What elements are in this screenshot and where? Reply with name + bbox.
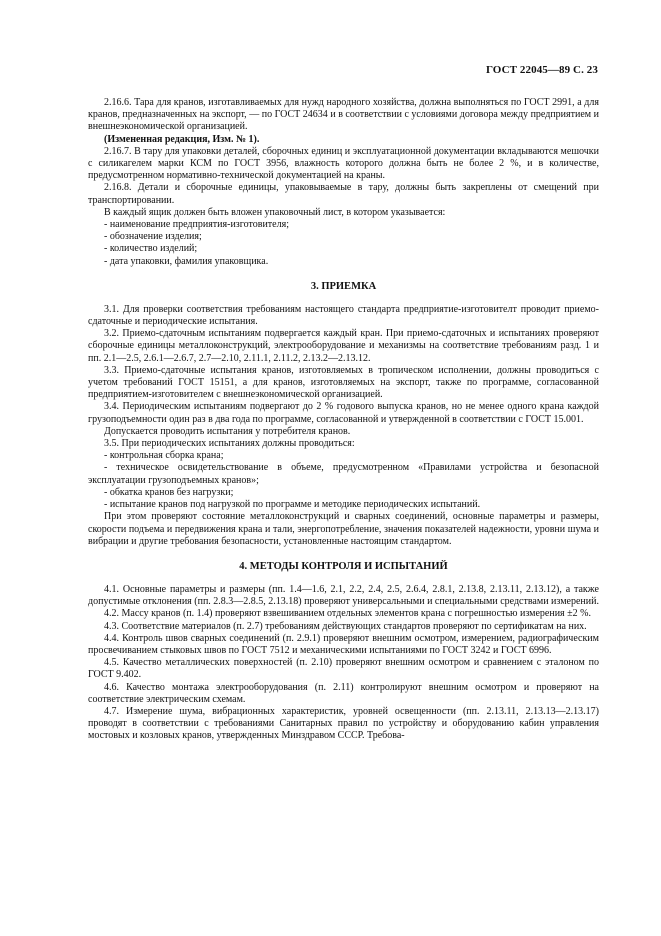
list-item: - контрольная сборка крана; [104,450,224,462]
section-heading-test-methods: 4. МЕТОДЫ КОНТРОЛЯ И ИСПЫТАНИЙ [239,560,448,572]
list-item: - количество изделий; [104,243,198,255]
document-body [88,97,599,743]
list-item: - обкатка кранов без нагрузки; [104,486,234,498]
list-item: - обозначение изделия; [104,231,202,243]
paragraph: 4.3. Соответствие материалов (п. 2.7) требованиям действующих стандартов проверяют по сертификатам на них. [104,620,587,632]
amendment-note: (Измененная редакция, Изм. № 1). [104,133,260,145]
paragraph: 4.6. Качество монтажа электрооборудования (п. 2.11) контролируют внешним осмотром и проверяют на соответствие электрическим схемам. [88,681,599,705]
paragraph: 4.1. Основные параметры и размеры (пп. 1.4—1.6, 2.1, 2.2, 2.4, 2.5, 2.6.4, 2.8.1, 2.13.8, 2.13.11, 2.13.12), а также допустимые отклонения (пп. 2.8.3—2.8.5, 2.13.18) проверяют универсальными и специальными средствами измерений. [88,583,599,608]
page-header: ГОСТ 22045—89 С. 23 [485,64,598,76]
paragraph: 3.3. Приемо-сдаточные испытания кранов, изготовляемых в тропическом исполнении, должны проводиться с учетом требований ГОСТ 15151, а для кранов, изготовляемых на экспорт, также по программе, согласованной предприятием-изготовителем с внешнеэкономической организацией. [88,364,599,401]
paragraph: 3.4. Периодическим испытаниям подвергают до 2 % годового выпуска кранов, но не менее одного крана каждой грузоподъемности один раз в два года по программе, согласованной и утвержденной в соответствии с ГОСТ 15.001. [88,401,599,425]
paragraph: 3.5. При периодических испытаниях должны проводиться: [104,438,355,450]
paragraph: В каждый ящик должен быть вложен упаковочный лист, в котором указывается: [104,206,446,218]
list-item: - испытание кранов под нагрузкой по программе и методике периодических испытаний. [104,499,481,511]
paragraph: 4.5. Качество металлических поверхностей (п. 2.10) проверяют внешним осмотром и сравнением с эталоном по ГОСТ 9.402. [88,657,599,681]
paragraph: 3.2. Приемо-сдаточным испытаниям подвергается каждый кран. При приемо-сдаточных и испытаниях проверяют сборочные единицы металлоконструкций, электрооборудование и механизмы на соответствие требованиям разд. 1 и пп. 2.1—2.5, 2.6.1—2.6.7, 2.7—2.10, 2.11.1, 2.11.2, 2.13.2—2.13.12. [88,328,599,364]
list-item: - техническое освидетельствование в объеме, предусмотренном «Правилами устройства и безопасной эксплуатации грузоподъемных кранов»; [88,462,599,486]
section-heading-acceptance: 3. ПРИЕМКА [310,280,377,292]
list-item: - наименование предприятия-изготовителя; [104,219,289,231]
paragraph: 4.2. Массу кранов (п. 1.4) проверяют взвешиванием отдельных элементов крана с погрешностью измерения ±2 %. [104,608,591,620]
paragraph: 3.1. Для проверки соответствия требованиям настоящего стандарта предприятие-изготовителт проводит приемо-сдаточные и периодические испытания. [88,303,599,328]
paragraph: 2.16.6. Тара для кранов, изготавливаемых для нужд народного хозяйства, должна выполняться по ГОСТ 2991, а для кранов, предназначенных на экспорт, — по ГОСТ 24634 и в соответствии с условиями договора между предприятием и внешнеэкономической организацией. [88,97,599,133]
paragraph: При этом проверяют состояние металлоконструкций и сварных соединений, основные параметры и размеры, скорости подъема и передвижения крана и тали, энергопотребление, значения показателей надежности, уровни шума и вибрации и другие требования безопасности, установленные настоящим стандартом. [88,511,599,547]
paragraph: 2.16.8. Детали и сборочные единицы, упаковываемые в тару, должны быть закреплены от смещений при транспортировании. [88,182,599,206]
list-item: - дата упаковки, фамилия упаковщика. [104,255,269,267]
paragraph: 2.16.7. В тару для упаковки деталей, сборочных единиц и эксплуатационной документации вкладываются мешочки с силикагелем марки КСМ по ГОСТ 3956, влажность которого должна быть не более 2 %, и в количестве, предусмотренном нормативно-технической документацией на краны. [88,145,599,182]
paragraph: 4.4. Контроль швов сварных соединений (п. 2.9.1) проверяют внешним осмотром, измерением, радиографическим просвечиванием стыковых швов по ГОСТ 7512 и механическими испытаниями по ГОСТ 3242 и ГОСТ 6996. [88,632,599,656]
paragraph: Допускается проводить испытания у потребителя кранов. [104,425,351,437]
paragraph: 4.7. Измерение шума, вибрационных характеристик, уровней освещенности (пп. 2.13.11, 2.13.13—2.13.17) проводят в соответствии с требованиями Санитарных правил по устройству и оборудованию кабин управления мостовых и козловых кранов, утвержденных Минздравом СССР. Требова- [88,705,599,742]
